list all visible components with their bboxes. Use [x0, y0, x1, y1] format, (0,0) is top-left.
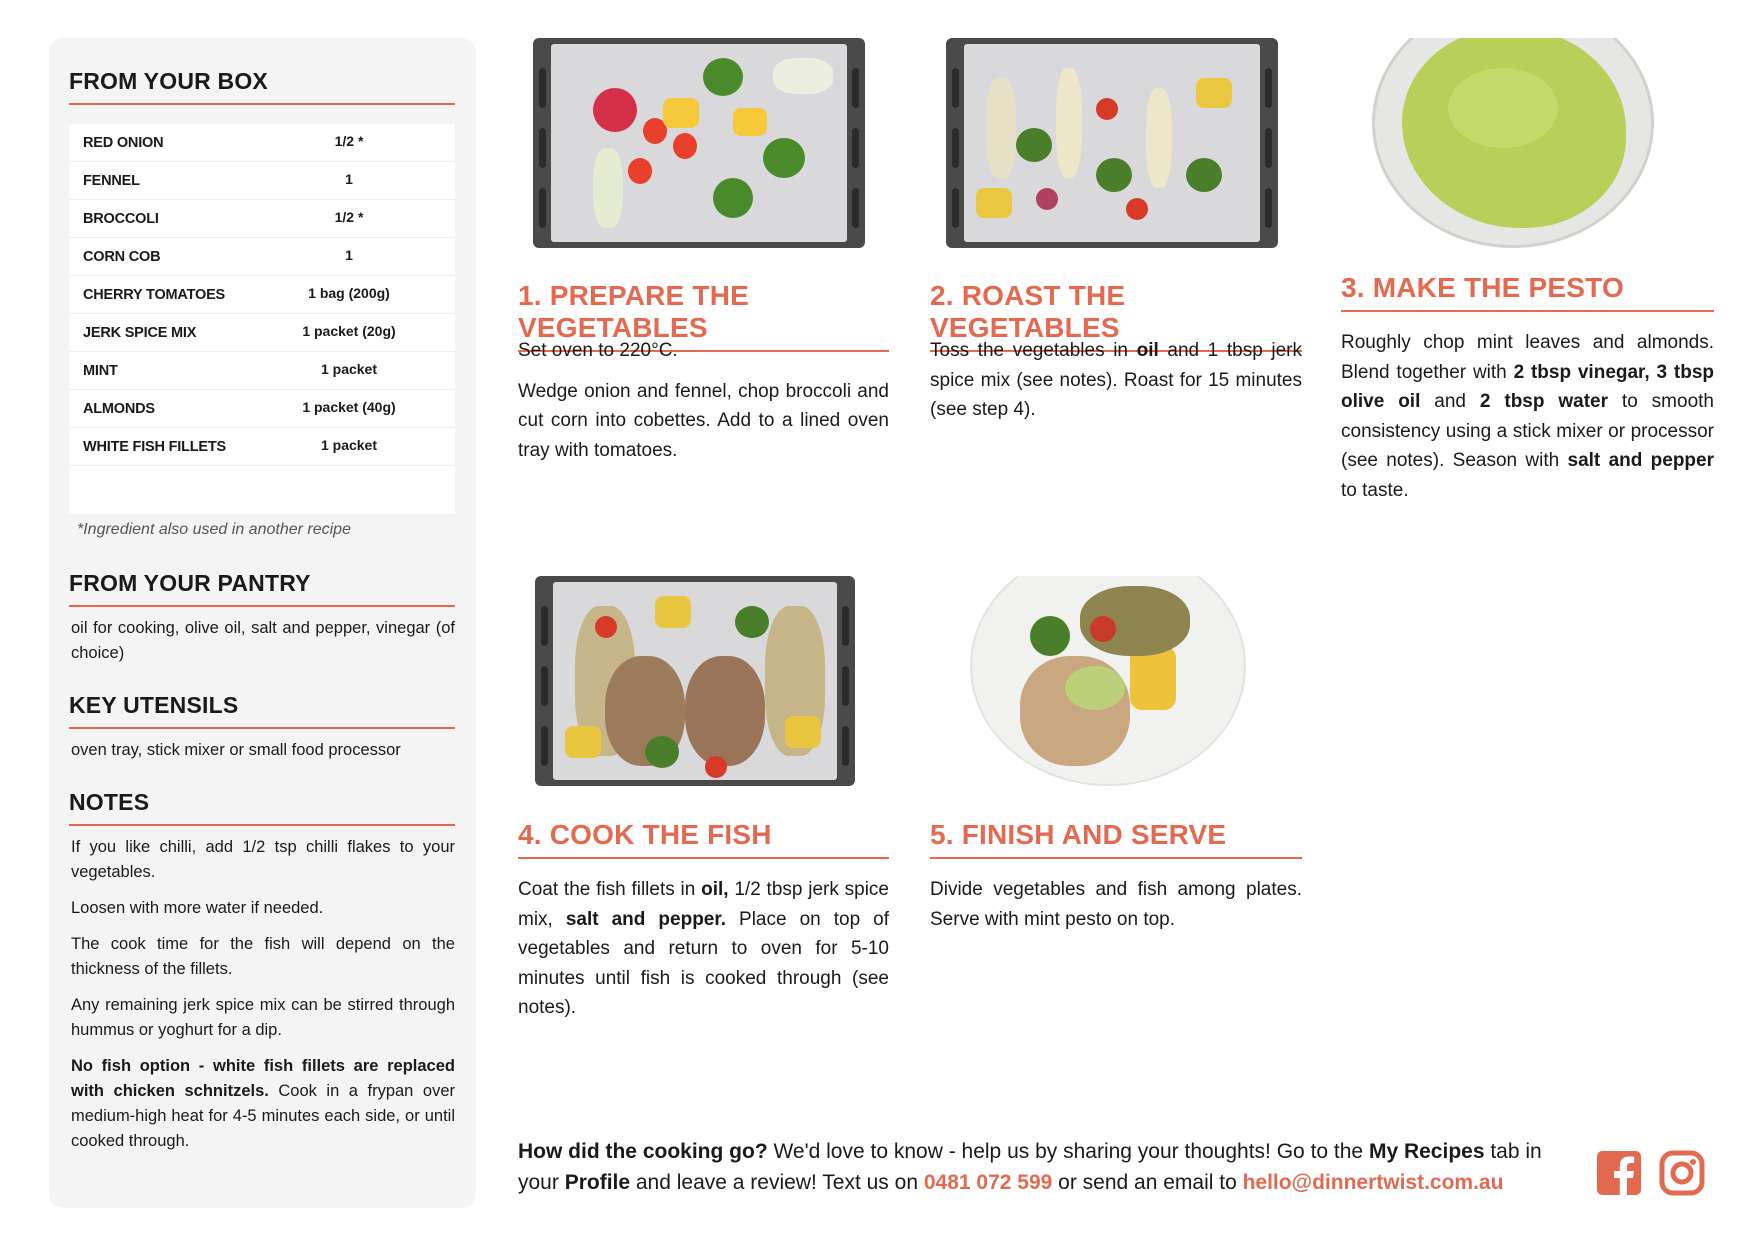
table-row — [69, 352, 455, 390]
ingredient-name: JERK SPICE MIX — [83, 325, 197, 341]
ingredient-qty: 1 packet (20g) — [302, 323, 396, 339]
footer-text: We'd love to know - help us by sharing your thoughts! Go to the — [767, 1140, 1369, 1163]
step-text: and — [1420, 391, 1480, 412]
step-5-text: Divide vegetables and fish among plates. Serve with mint pesto on top. — [930, 879, 1302, 930]
table-row — [69, 162, 455, 200]
step-text: Roughly chop mint leaves and almonds. Blend together with — [1341, 332, 1714, 383]
pantry-text: oil for cooking, olive oil, salt and pepper, vinegar (of choice) — [71, 619, 455, 662]
table-row — [69, 314, 455, 352]
step-5-body — [930, 875, 1302, 945]
step-1-photo — [533, 38, 865, 248]
ingredients-sidebar — [49, 38, 476, 1208]
step-text: Toss the vegetables in — [930, 340, 1137, 361]
step-1-text: Wedge onion and fennel, chop broccoli and cut corn into cobettes. Add to a lined oven tray with tomatoes. — [518, 380, 889, 461]
note-item: Loosen with more water if needed. — [71, 899, 324, 917]
phone-link[interactable]: 0481 072 599 — [923, 1171, 1053, 1194]
note-rest: Cook in a frypan over medium-high heat for 4-5 minutes each side, or until cooked through. — [71, 1082, 455, 1150]
footer-text: or send an email to — [1052, 1171, 1243, 1194]
step-bold: oil — [1136, 340, 1159, 361]
email-link[interactable]: hello@dinnertwist.com.au — [1242, 1171, 1504, 1194]
step-3-title: 3. MAKE THE PESTO — [1341, 272, 1714, 312]
note-item: Any remaining jerk spice mix can be stirred through hummus or yoghurt for a dip. — [71, 996, 455, 1039]
notes-list — [71, 835, 455, 1165]
table-row — [69, 238, 455, 276]
instagram-icon[interactable] — [1659, 1150, 1705, 1196]
ingredient-qty: 1/2 * — [334, 133, 364, 149]
step-4-photo — [535, 576, 855, 786]
footer-text: tab in your — [518, 1140, 1542, 1194]
step-2-photo — [946, 38, 1278, 248]
utensils-text: oven tray, stick mixer or small food processor — [71, 741, 401, 759]
ingredient-name: FENNEL — [83, 173, 140, 189]
step-4-body — [518, 875, 889, 1034]
box-ingredients-table — [69, 124, 455, 514]
note-item: If you like chilli, add 1/2 tsp chilli flakes to your vegetables. — [71, 838, 455, 881]
table-row — [69, 200, 455, 238]
box-footnote: *Ingredient also used in another recipe — [77, 521, 351, 538]
footer-bold: My Recipes — [1368, 1140, 1485, 1163]
step-bold: salt and pepper — [1567, 450, 1714, 471]
ingredient-name: CHERRY TOMATOES — [83, 287, 226, 303]
step-1-body — [518, 336, 889, 476]
ingredient-qty: 1 — [345, 247, 353, 263]
table-row — [69, 276, 455, 314]
step-1-title: 1. PREPARE THE VEGETABLES — [518, 280, 889, 352]
ingredient-name: ALMONDS — [83, 401, 155, 417]
table-row — [69, 428, 455, 466]
step-3-photo — [1368, 38, 1658, 248]
step-bold: salt and pepper. — [565, 908, 726, 930]
note-item: The cook time for the fish will depend on the thickness of the fillets. — [71, 935, 455, 978]
ingredient-name: BROCCOLI — [83, 211, 159, 227]
ingredient-qty: 1 packet (40g) — [302, 399, 396, 415]
step-text: and 1 tbsp jerk spice mix (see notes). Roast for 15 minutes (see step 4). — [930, 340, 1302, 420]
table-row — [69, 390, 455, 428]
box-title: FROM YOUR BOX — [69, 68, 455, 105]
step-bold: oil, — [701, 879, 729, 900]
step-2-body — [930, 336, 1302, 436]
step-text: 1/2 tbsp jerk spice mix, — [518, 879, 889, 930]
note-bold: No fish option - white fish fillets are replaced with chicken schnitzels. — [71, 1057, 455, 1100]
footer-bold: Profile — [564, 1171, 631, 1194]
step-text: to taste. — [1341, 479, 1409, 501]
step-text: Coat the fish fillets in — [518, 879, 702, 900]
step-2-title: 2. ROAST THE VEGETABLES — [930, 280, 1302, 352]
step-text: to smooth consistency using a stick mixer or processor (see notes). Season with — [1341, 391, 1714, 471]
step-bold: 2 tbsp water — [1479, 391, 1609, 412]
step-bold: 2 tbsp vinegar, 3 tbsp olive oil — [1341, 361, 1714, 412]
footer-bold: How did the cooking go? — [518, 1140, 768, 1163]
table-row — [69, 124, 455, 162]
ingredient-name: CORN COB — [83, 249, 161, 265]
feedback-footer — [518, 1136, 1578, 1198]
ingredient-qty: 1 — [345, 171, 353, 187]
step-4-title: 4. COOK THE FISH — [518, 819, 889, 859]
note-item — [71, 1054, 455, 1154]
ingredient-qty: 1 bag (200g) — [308, 285, 390, 301]
utensils-title: KEY UTENSILS — [69, 692, 455, 729]
ingredient-name: WHITE FISH FILLETS — [83, 439, 227, 455]
footer-text: and leave a review! Text us on — [630, 1171, 924, 1194]
step-3-body — [1341, 328, 1714, 516]
pantry-title: FROM YOUR PANTRY — [69, 570, 455, 607]
step-5-title: 5. FINISH AND SERVE — [930, 819, 1302, 859]
facebook-icon[interactable] — [1596, 1150, 1642, 1196]
ingredient-qty: 1 packet — [320, 437, 378, 453]
ingredient-qty: 1 packet — [320, 361, 378, 377]
notes-title: NOTES — [69, 789, 455, 826]
ingredient-name: RED ONION — [83, 135, 164, 151]
step-text: Place on top of vegetables and return to oven for 5-10 minutes until fish is cooked through (see notes). — [518, 908, 889, 1018]
ingredient-qty: 1/2 * — [334, 209, 364, 225]
step-1-text: Set oven to 220°C. — [518, 340, 678, 361]
step-5-photo — [970, 576, 1246, 786]
ingredient-name: MINT — [83, 363, 118, 379]
